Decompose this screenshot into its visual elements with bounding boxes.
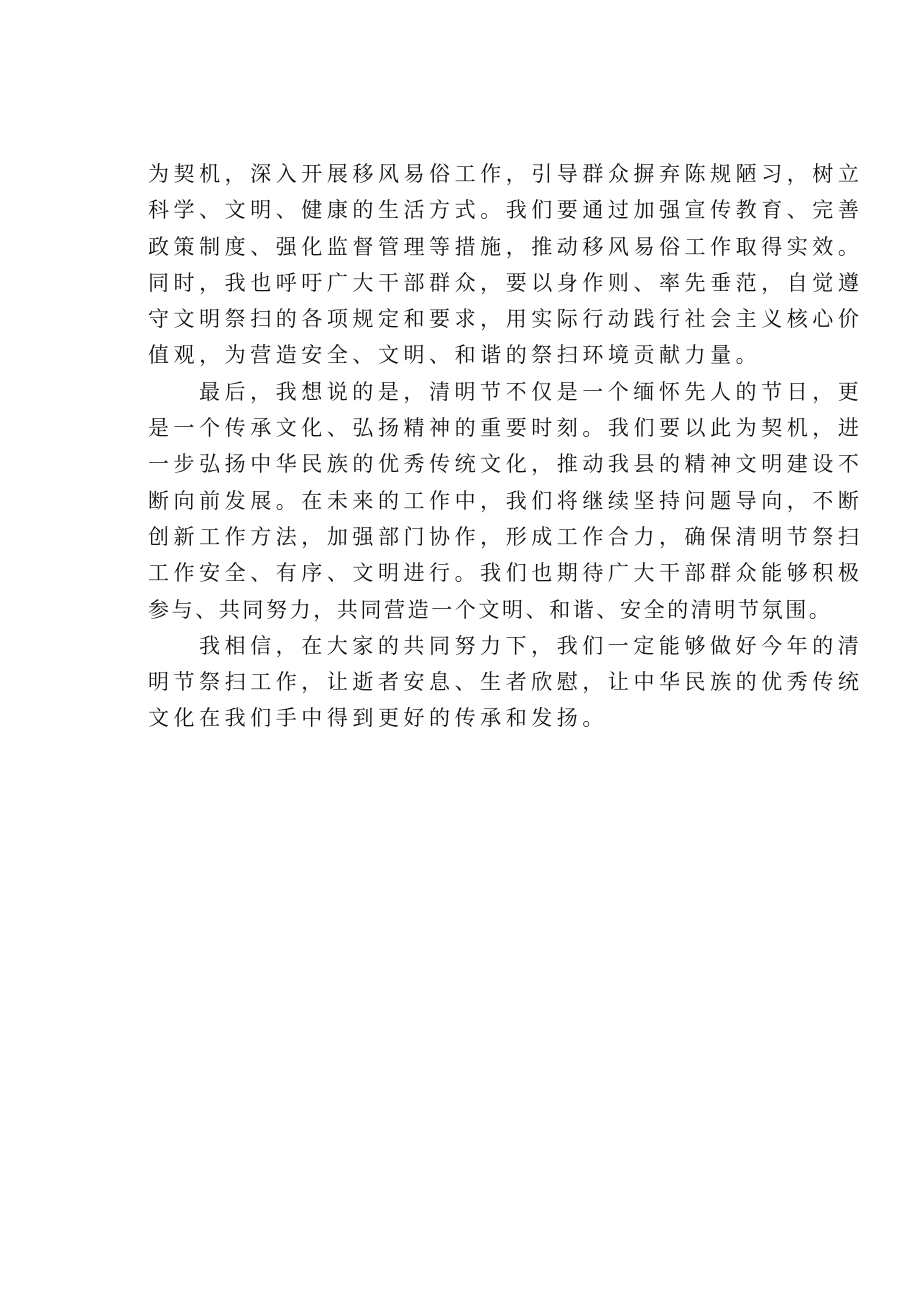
text-line: 我相信，在大家的共同努力下，我们一定能够做好今年的清 (199, 633, 864, 658)
text-line: 科学、文明、健康的生活方式。我们要通过加强宣传教育、完善 (148, 198, 864, 223)
paragraph-closing (148, 628, 864, 737)
text-line: 同时，我也呼吁广大干部群众，要以身作则、率先垂范，自觉遵 (148, 270, 864, 295)
text-line: 是一个传承文化、弘扬精神的重要时刻。我们要以此为契机，进 (148, 416, 864, 441)
text-line: 明节祭扫工作，让逝者安息、生者欣慰，让中华民族的优秀传统 (148, 670, 864, 695)
text-line: 创新工作方法，加强部门协作，形成工作合力，确保清明节祭扫 (148, 524, 864, 549)
text-line: 工作安全、有序、文明进行。我们也期待广大干部群众能够积极 (148, 561, 864, 586)
text-line: 守文明祭扫的各项规定和要求，用实际行动践行社会主义核心价 (148, 307, 864, 332)
text-line: 政策制度、强化监督管理等措施，推动移风易俗工作取得实效。 (148, 234, 864, 259)
text-line: 文化在我们手中得到更好的传承和发扬。 (148, 706, 608, 731)
document-body (148, 156, 864, 737)
paragraph-continuation (148, 156, 864, 374)
text-line: 一步弘扬中华民族的优秀传统文化，推动我县的精神文明建设不 (148, 452, 864, 477)
text-line: 断向前发展。在未来的工作中，我们将继续坚持问题导向，不断 (148, 488, 864, 513)
paragraph-conclusion (148, 374, 864, 628)
text-line: 为契机，深入开展移风易俗工作，引导群众摒弃陈规陋习，树立 (148, 162, 864, 186)
text-line: 值观，为营造安全、文明、和谐的祭扫环境贡献力量。 (148, 343, 762, 368)
text-line: 最后，我想说的是，清明节不仅是一个缅怀先人的节日，更 (199, 379, 864, 404)
text-line: 参与、共同努力，共同营造一个文明、和谐、安全的清明节氛围。 (148, 597, 833, 622)
